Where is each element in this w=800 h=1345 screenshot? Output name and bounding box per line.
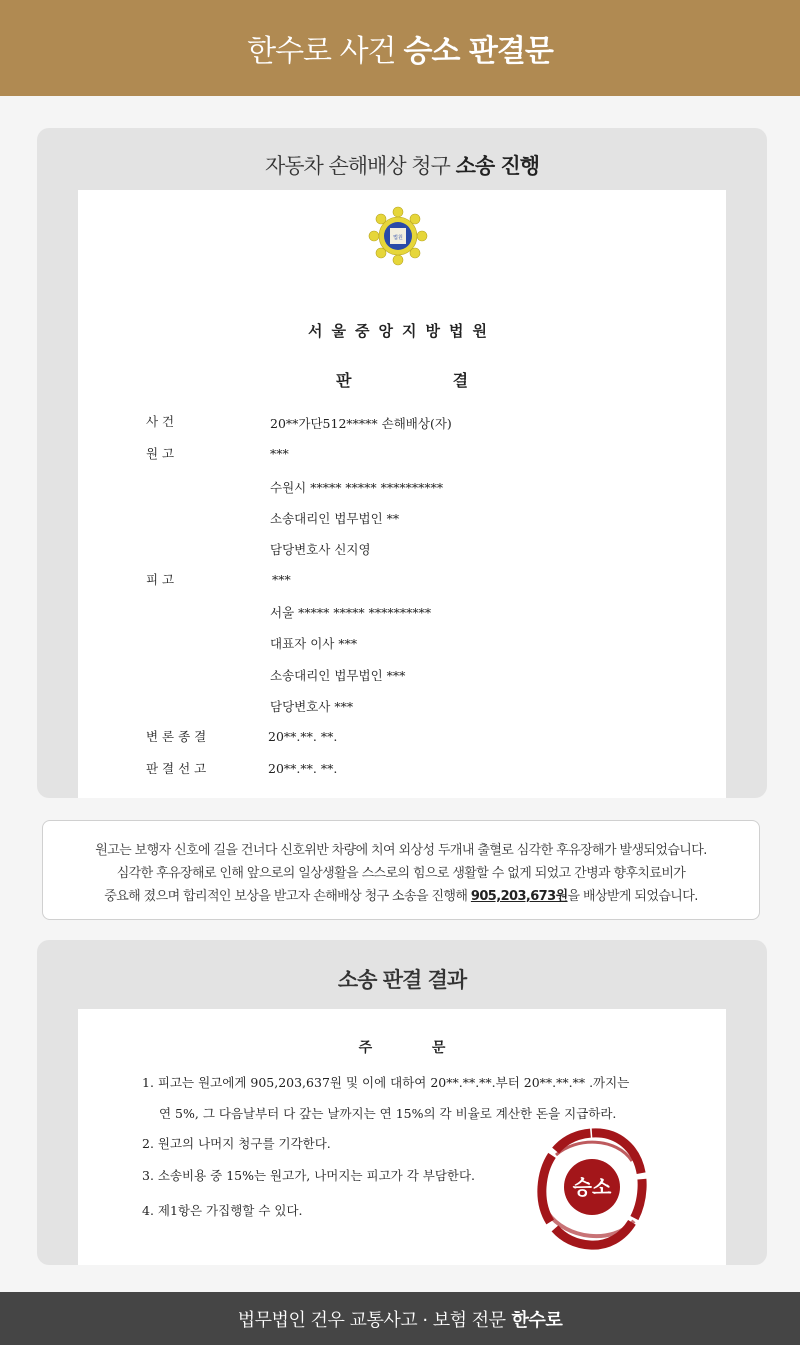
label-closing: 변 론 종 결 bbox=[146, 729, 207, 744]
verdict-title: 판 결 bbox=[335, 371, 469, 390]
summary-line-2: 심각한 후유장해로 인해 앞으로의 일상생활을 스스로의 힘으로 생활할 수 없게 되었고 간병과 향후치료비가 bbox=[116, 866, 686, 881]
plaintiff-agent: 소송대리인 법무법인 ** bbox=[270, 511, 400, 526]
defendant-representative: 대표자 이사 *** bbox=[270, 636, 358, 651]
order-item: 2. 원고의 나머지 청구를 기각한다. bbox=[142, 1136, 331, 1151]
plaintiff-address: 수원시 ***** ***** ********** bbox=[270, 480, 444, 495]
court-name: 서울중앙지방법원 bbox=[308, 322, 496, 340]
verdict-document bbox=[78, 190, 726, 798]
defendant-name: *** bbox=[272, 572, 291, 587]
label-announce: 판 결 선 고 bbox=[146, 761, 207, 776]
order-item: 연 5%, 그 다음날부터 다 갚는 날까지는 연 15%의 각 비율로 계산한 돈을 지급하라. bbox=[159, 1106, 617, 1121]
header-title-bold: 승소 판결문 bbox=[403, 34, 553, 69]
lawsuit-panel-title: 자동차 손해배상 청구 소송 진행 bbox=[264, 154, 540, 178]
emblem-text: 법원 bbox=[393, 235, 403, 241]
order-item: 1. 피고는 원고에게 905,203,637원 및 이에 대하여 20**.**.**.부터 20**.**.** .까지는 bbox=[142, 1075, 630, 1090]
court-emblem-icon bbox=[368, 206, 428, 266]
order-item: 3. 소송비용 중 15%는 원고가, 나머지는 피고가 각 부담한다. bbox=[142, 1168, 476, 1183]
defendant-agent: 소송대리인 법무법인 *** bbox=[270, 668, 406, 683]
order-document bbox=[78, 1009, 726, 1265]
summary-line-1: 원고는 보행자 신호에 길을 건너다 신호위반 차량에 치여 외상성 두개내 출혈로 심각한 후유장해가 발생되었습니다. bbox=[95, 843, 707, 858]
closing-date: 20**.**. **. bbox=[268, 729, 338, 744]
lawsuit-panel bbox=[37, 128, 767, 798]
award-amount: 905,203,673원 bbox=[470, 889, 568, 904]
stamp-text: 승소 bbox=[572, 1175, 612, 1199]
footer-text-bold: 한수로 bbox=[511, 1309, 563, 1331]
case-summary bbox=[42, 820, 760, 920]
footer-text-light: 법무법인 건우 교통사고 · 보험 전문 bbox=[237, 1309, 506, 1331]
result-panel bbox=[37, 940, 767, 1265]
win-stamp-icon bbox=[536, 1127, 648, 1251]
label-defendant: 피 고 bbox=[146, 572, 175, 587]
defendant-lawyer: 담당변호사 *** bbox=[270, 699, 354, 714]
case-number: 20**가단512***** 손해배상(자) bbox=[270, 416, 452, 431]
defendant-address: 서울 ***** ***** ********** bbox=[270, 605, 432, 620]
plaintiff-name: *** bbox=[270, 446, 289, 461]
summary-line-3: 중요해 졌으며 합리적인 보상을 받고자 손해배상 청구 소송을 진행해 905,203,673원을 배상받게 되었습니다. bbox=[104, 889, 698, 904]
announce-date: 20**.**. **. bbox=[268, 761, 338, 776]
plaintiff-lawyer: 담당변호사 신지영 bbox=[270, 542, 371, 557]
result-panel-title: 소송 판결 결과 bbox=[337, 968, 467, 992]
label-plaintiff: 원 고 bbox=[146, 446, 175, 461]
order-item: 4. 제1항은 가집행할 수 있다. bbox=[142, 1203, 303, 1218]
label-case: 사 건 bbox=[146, 414, 175, 429]
page-header bbox=[0, 0, 800, 96]
page-footer bbox=[0, 1292, 800, 1345]
order-heading: 주 문 bbox=[358, 1040, 446, 1056]
header-title-light: 한수로 사건 bbox=[247, 34, 396, 69]
